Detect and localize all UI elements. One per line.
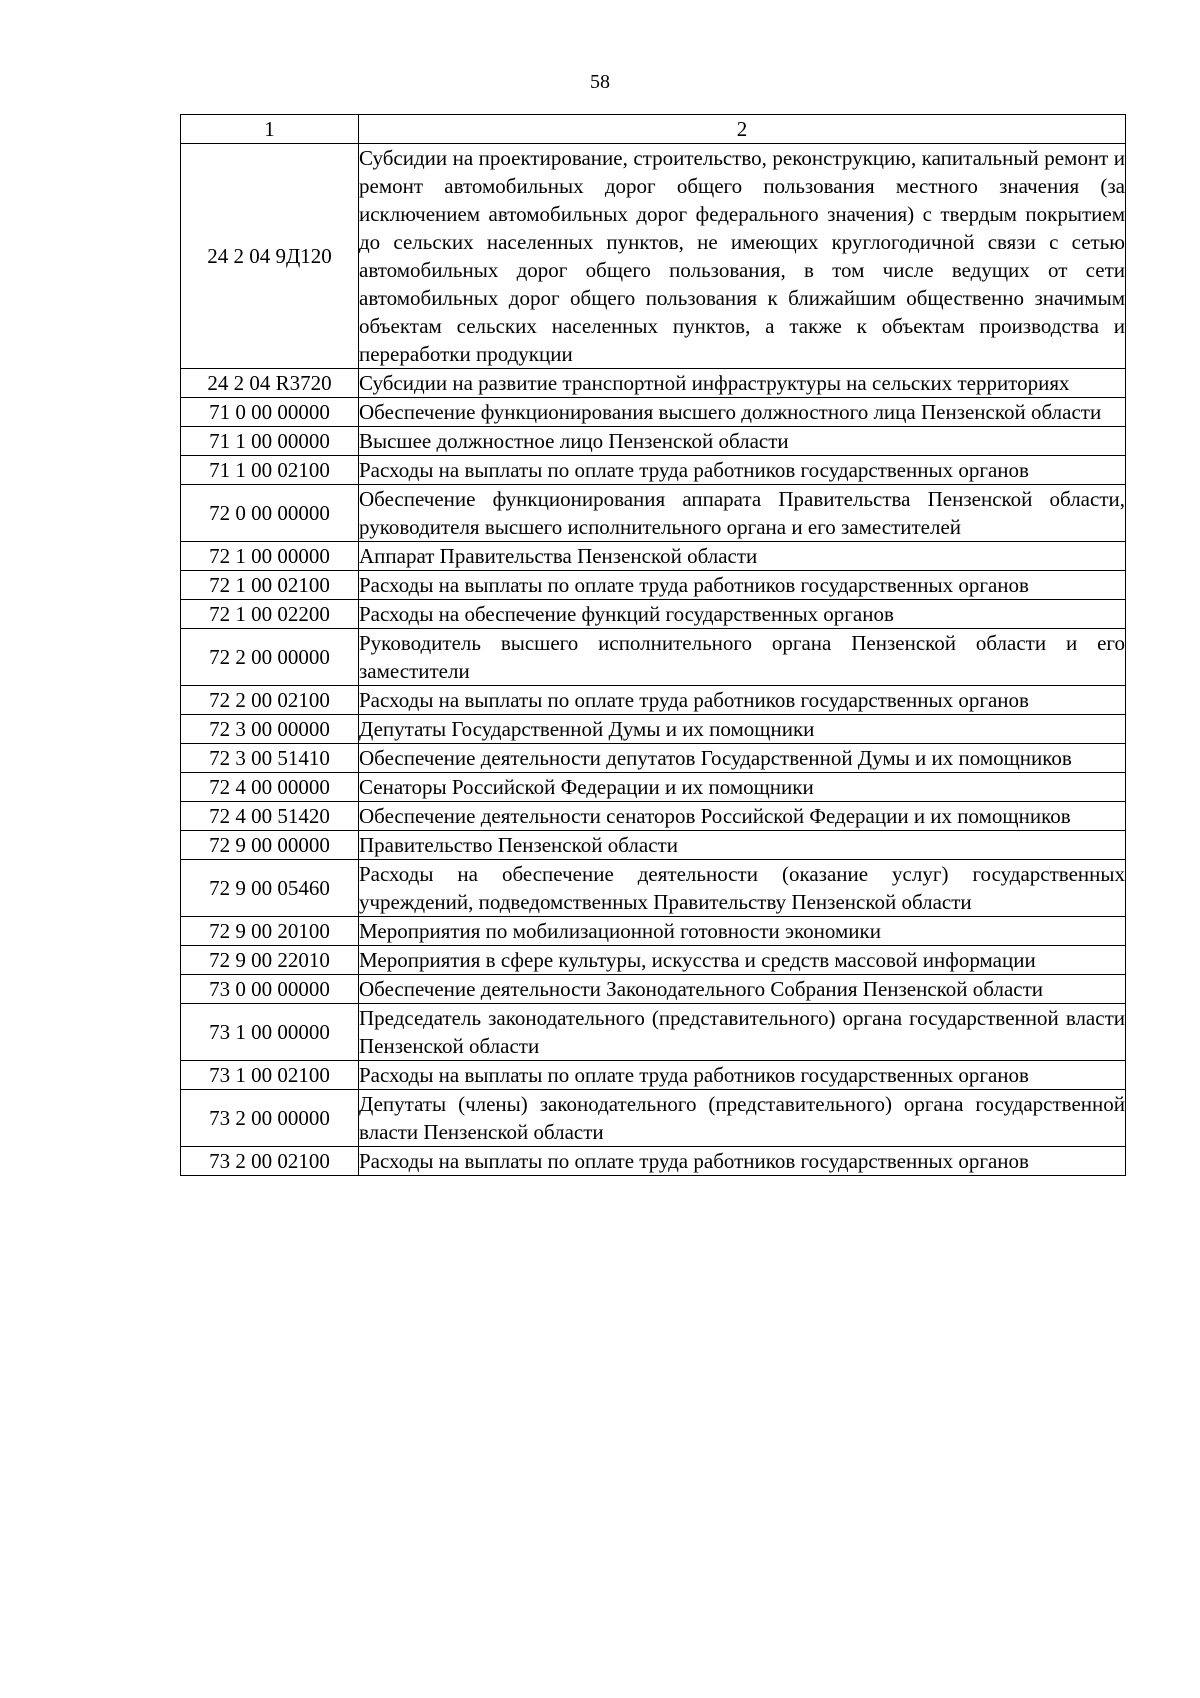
- row-code: 24 2 04 R3720: [181, 369, 359, 398]
- row-code: 73 1 00 00000: [181, 1004, 359, 1061]
- row-code: 73 2 00 00000: [181, 1090, 359, 1147]
- row-description: Расходы на выплаты по оплате труда работников государственных органов: [359, 1147, 1126, 1176]
- table-header-row: [181, 115, 1126, 144]
- row-description: Правительство Пензенской области: [359, 831, 1126, 860]
- row-code: 24 2 04 9Д120: [181, 144, 359, 369]
- table-row: [181, 773, 1126, 802]
- table-row: [181, 629, 1126, 686]
- table-row: [181, 946, 1126, 975]
- row-description: Аппарат Правительства Пензенской области: [359, 542, 1126, 571]
- row-code: 72 0 00 00000: [181, 485, 359, 542]
- row-description: Субсидии на развитие транспортной инфраструктуры на сельских территориях: [359, 369, 1126, 398]
- table-row: [181, 485, 1126, 542]
- row-code: 71 0 00 00000: [181, 398, 359, 427]
- table-row: [181, 802, 1126, 831]
- table-row: [181, 1090, 1126, 1147]
- row-description: Расходы на обеспечение деятельности (оказание услуг) государственных учреждений, подведомственных Правительству Пензенской области: [359, 860, 1126, 917]
- table-row: [181, 860, 1126, 917]
- row-code: 71 1 00 00000: [181, 427, 359, 456]
- table-row: [181, 571, 1126, 600]
- row-code: 72 9 00 05460: [181, 860, 359, 917]
- row-description: Расходы на выплаты по оплате труда работников государственных органов: [359, 686, 1126, 715]
- row-description: Депутаты (члены) законодательного (представительного) органа государственной власти Пензенской области: [359, 1090, 1126, 1147]
- row-code: 72 9 00 00000: [181, 831, 359, 860]
- row-code: 72 2 00 00000: [181, 629, 359, 686]
- row-description: Высшее должностное лицо Пензенской области: [359, 427, 1126, 456]
- table-row: [181, 975, 1126, 1004]
- row-description: Расходы на выплаты по оплате труда работников государственных органов: [359, 571, 1126, 600]
- row-description: Обеспечение функционирования аппарата Правительства Пензенской области, руководителя высшего исполнительного органа и его заместителей: [359, 485, 1126, 542]
- row-code: 72 4 00 00000: [181, 773, 359, 802]
- table-row: [181, 456, 1126, 485]
- row-code: 72 9 00 22010: [181, 946, 359, 975]
- table-row: [181, 744, 1126, 773]
- table-row: [181, 1061, 1126, 1090]
- row-description: Обеспечение деятельности сенаторов Российской Федерации и их помощников: [359, 802, 1126, 831]
- table-row: [181, 1004, 1126, 1061]
- row-code: 72 3 00 00000: [181, 715, 359, 744]
- row-code: 72 1 00 02100: [181, 571, 359, 600]
- table-row: [181, 542, 1126, 571]
- row-description: Председатель законодательного (представительного) органа государственной власти Пензенской области: [359, 1004, 1126, 1061]
- table-row: [181, 831, 1126, 860]
- page-number: 58: [590, 71, 610, 93]
- table-row: [181, 144, 1126, 369]
- row-code: 73 2 00 02100: [181, 1147, 359, 1176]
- row-description: Депутаты Государственной Думы и их помощники: [359, 715, 1126, 744]
- row-code: 71 1 00 02100: [181, 456, 359, 485]
- row-code: 73 1 00 02100: [181, 1061, 359, 1090]
- row-description: Расходы на выплаты по оплате труда работников государственных органов: [359, 1061, 1126, 1090]
- table-row: [181, 686, 1126, 715]
- budget-code-table: [180, 114, 1126, 1176]
- row-description: Обеспечение функционирования высшего должностного лица Пензенской области: [359, 398, 1126, 427]
- row-code: 72 3 00 51410: [181, 744, 359, 773]
- row-code: 73 0 00 00000: [181, 975, 359, 1004]
- row-description: Руководитель высшего исполнительного органа Пензенской области и его заместители: [359, 629, 1126, 686]
- row-description: Обеспечение деятельности Законодательного Собрания Пензенской области: [359, 975, 1126, 1004]
- table-row: [181, 917, 1126, 946]
- row-description: Расходы на выплаты по оплате труда работников государственных органов: [359, 456, 1126, 485]
- row-code: 72 1 00 02200: [181, 600, 359, 629]
- column-header-2: 2: [359, 115, 1126, 144]
- table-row: [181, 715, 1126, 744]
- column-header-1: 1: [181, 115, 359, 144]
- row-description: Мероприятия в сфере культуры, искусства и средств массовой информации: [359, 946, 1126, 975]
- row-description: Мероприятия по мобилизационной готовности экономики: [359, 917, 1126, 946]
- row-code: 72 9 00 20100: [181, 917, 359, 946]
- row-description: Обеспечение деятельности депутатов Государственной Думы и их помощников: [359, 744, 1126, 773]
- table-row: [181, 369, 1126, 398]
- row-description: Расходы на обеспечение функций государственных органов: [359, 600, 1126, 629]
- row-code: 72 2 00 02100: [181, 686, 359, 715]
- table-row: [181, 600, 1126, 629]
- row-code: 72 4 00 51420: [181, 802, 359, 831]
- table-row: [181, 427, 1126, 456]
- table-row: [181, 398, 1126, 427]
- table-row: [181, 1147, 1126, 1176]
- row-description: Субсидии на проектирование, строительство, реконструкцию, капитальный ремонт и ремонт автомобильных дорог общего пользования местного значения (за исключением автомобильных дорог федерального значения) с твердым покрытием до сельских населенных пунктов, не имеющих круглогодичной связи с сетью автомобильных дорог общего пользования, в том числе ведущих от сети автомобильных дорог общего пользования к ближайшим общественно значимым объектам сельских населенных пунктов, а также к объектам производства и переработки продукции: [359, 144, 1126, 369]
- row-description: Сенаторы Российской Федерации и их помощники: [359, 773, 1126, 802]
- row-code: 72 1 00 00000: [181, 542, 359, 571]
